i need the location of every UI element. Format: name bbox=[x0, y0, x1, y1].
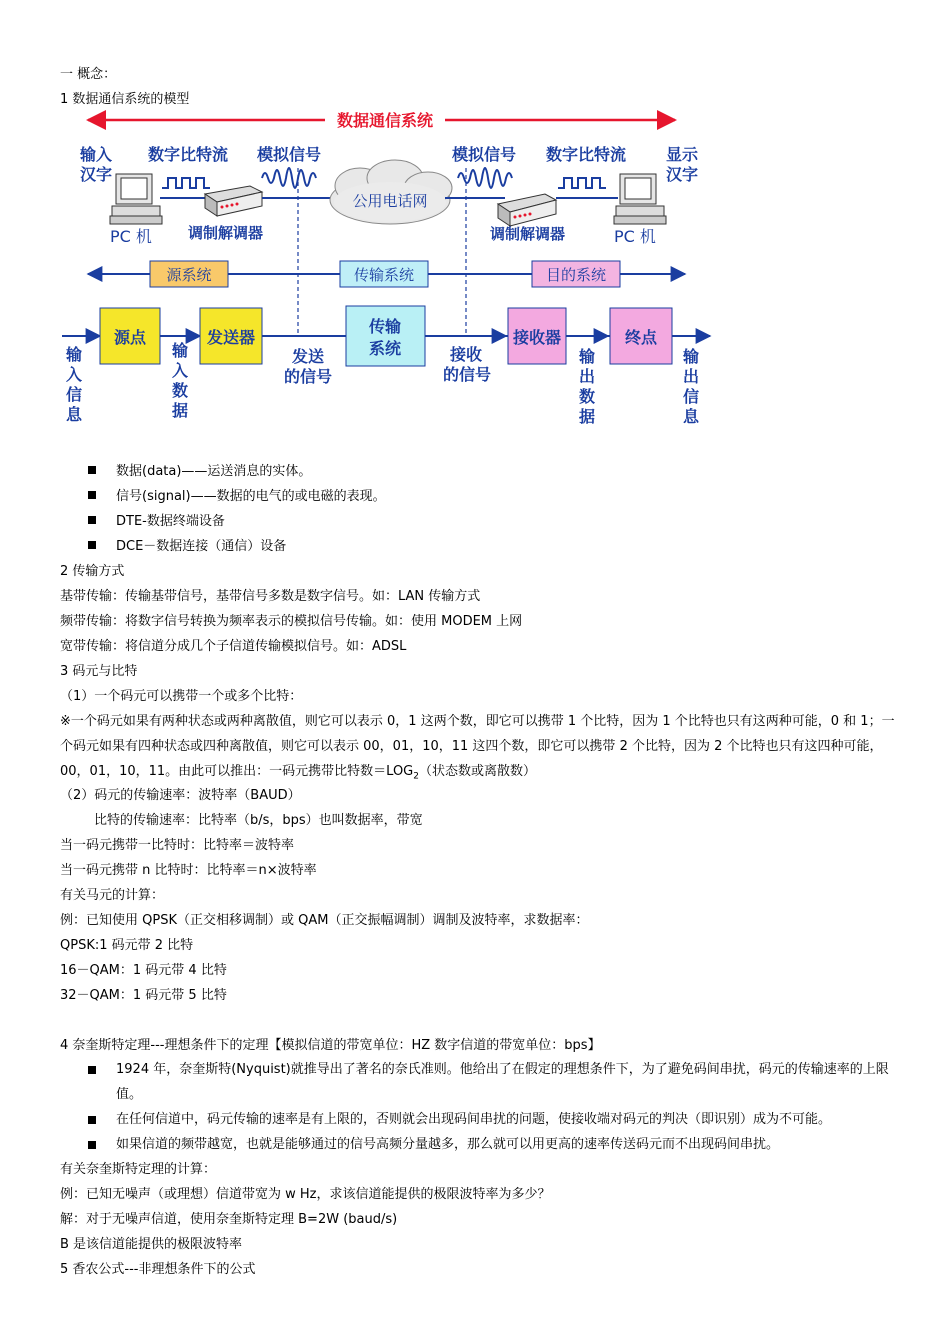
analog-signal-left-label: 模拟信号 bbox=[257, 145, 322, 164]
modem-right-icon bbox=[498, 194, 556, 226]
s3-explanation: ※一个码元如果有两种状态或两种离散值，则它可以表示 0，1 这两个数，即它可以携带 1 个比特，因为 1 个比特也只有这两种可能，0 和 1；一个码元如果有四种状态或四种离散值，则它可以表示 00，01，10，11 这四个数，即它可以携带 2 个比特，因为 2 个比特也只有这四种可能，00，01，10，11。由此可以推出：一码元携带比特数$=LOG_2$（状态数或离散数） bbox=[60, 714, 895, 782]
broadband-line: 宽带传输：将信道分成几个子信道传输模拟信号。如：ADSL bbox=[60, 639, 407, 654]
output-data-char-1: 输 bbox=[579, 347, 596, 366]
output-data-char-3: 数 bbox=[579, 387, 596, 406]
s3-line: 当一码元携带一比特时：比特率＝波特率 bbox=[60, 838, 295, 853]
pc-right-label: PC 机 bbox=[614, 227, 656, 246]
heading-concepts: 一 概念： bbox=[60, 67, 117, 82]
section1-title: 1 数据通信系统的模型 bbox=[60, 92, 190, 107]
input-info-char-2: 入 bbox=[66, 365, 83, 384]
s3-point1: （1）一个码元可以携带一个或多个比特： bbox=[60, 689, 303, 704]
input-info-char-3: 信 bbox=[66, 385, 83, 404]
block-transmission-label-2: 系统 bbox=[368, 339, 402, 358]
transmission-system-label: 传输系统 bbox=[353, 266, 415, 284]
block-receiver-label: 接收器 bbox=[512, 328, 562, 347]
bullet-item: DCE－数据连接（通信）设备 bbox=[88, 538, 286, 556]
section5-title: 5 香农公式---非理想条件下的公式 bbox=[60, 1262, 256, 1277]
section3-title: 3 码元与比特 bbox=[60, 664, 138, 679]
received-signal-label-1: 接收 bbox=[450, 345, 483, 364]
bitstream-left-icon bbox=[162, 178, 210, 188]
modem-left-label: 调制解调器 bbox=[188, 224, 264, 242]
pc-left-label: PC 机 bbox=[110, 227, 152, 246]
input-data-char-3: 数 bbox=[172, 381, 189, 400]
digital-bitstream-left-label: 数字比特流 bbox=[148, 145, 229, 164]
bullet-square-icon bbox=[88, 1066, 96, 1074]
bullet-square-icon bbox=[88, 491, 96, 499]
bullet-item: 数据(data)——运送消息的实体。 bbox=[88, 463, 311, 481]
bullet-item: 1924 年，奈奎斯特(Nyquist)就推导出了著名的奈氏准则。他给出了在假定的理想条件下，为了避免码间串扰，码元的传输速率的上限值。 bbox=[88, 1057, 896, 1107]
modem-left-icon bbox=[205, 186, 262, 216]
analog-signal-right-label: 模拟信号 bbox=[452, 145, 517, 164]
s3-line: （2）码元的传输速率：波特率（BAUD） bbox=[60, 788, 301, 803]
sent-signal-label-1: 发送 bbox=[292, 347, 325, 366]
output-data-char-2: 出 bbox=[579, 367, 596, 386]
output-data-char-4: 据 bbox=[579, 407, 596, 426]
block-sender-label: 发送器 bbox=[206, 328, 256, 347]
block-transmission-label-1: 传输 bbox=[368, 317, 402, 336]
s3-line: 32－QAM：1 码元带 5 比特 bbox=[60, 988, 227, 1003]
s4-line: 例：已知无噪声（或理想）信道带宽为 w Hz，求该信道能提供的极限波特率为多少？ bbox=[60, 1187, 551, 1202]
bullet-square-icon bbox=[88, 1141, 96, 1149]
bullet-item: DTE-数据终端设备 bbox=[88, 513, 225, 531]
output-info-char-1: 输 bbox=[683, 347, 700, 366]
bullet-square-icon bbox=[88, 541, 96, 549]
s4-line: 解：对于无噪声信道，使用奈奎斯特定理 B=2W (baud/s) bbox=[60, 1212, 398, 1227]
bullet-item: 如果信道的频带越宽，也就是能够通过的信号高频分量越多，那么就可以用更高的速率传送码元而不出现码间串扰。 bbox=[88, 1132, 896, 1157]
display-chinese-label-2: 汉字 bbox=[666, 165, 699, 184]
sent-signal-label-2: 的信号 bbox=[284, 367, 333, 386]
s3-line: 例：已知使用 QPSK（正交相移调制）或 QAM（正交振幅调制）调制及波特率，求数据率： bbox=[60, 913, 589, 928]
pc-left-icon bbox=[110, 174, 162, 224]
input-chinese-label-2: 汉字 bbox=[80, 165, 113, 184]
bullet-square-icon bbox=[88, 466, 96, 474]
data-communication-diagram bbox=[0, 108, 950, 438]
bullet-square-icon bbox=[88, 516, 96, 524]
s3-line: 当一码元携带 n 比特时：比特率＝n×波特率 bbox=[60, 863, 317, 878]
display-chinese-label-1: 显示 bbox=[666, 145, 699, 164]
cloud-label: 公用电话网 bbox=[352, 192, 428, 210]
s4-line: 有关奈奎斯特定理的计算： bbox=[60, 1162, 217, 1177]
section2-title: 2 传输方式 bbox=[60, 564, 125, 579]
baseband-line: 基带传输：传输基带信号，基带信号多数是数字信号。如：LAN 传输方式 bbox=[60, 589, 481, 604]
bullet-item: 在任何信道中，码元传输的速率是有上限的，否则就会出现码间串扰的问题，使接收端对码元的判决（即识别）成为不可能。 bbox=[88, 1107, 896, 1132]
block-source-label: 源点 bbox=[113, 328, 147, 347]
output-info-char-4: 息 bbox=[683, 407, 700, 426]
modem-right-label: 调制解调器 bbox=[490, 225, 566, 243]
output-info-char-2: 出 bbox=[683, 367, 700, 386]
input-data-char-1: 输 bbox=[172, 341, 189, 360]
received-signal-label-2: 的信号 bbox=[443, 365, 492, 384]
input-info-char-4: 息 bbox=[66, 405, 83, 424]
block-destination-label: 终点 bbox=[624, 328, 658, 347]
s4-line: B 是该信道能提供的极限波特率 bbox=[60, 1237, 243, 1252]
s3-line: 比特的传输速率：比特率（b/s，bps）也叫数据率，带宽 bbox=[94, 813, 423, 828]
input-data-char-4: 据 bbox=[172, 401, 189, 420]
pc-right-icon bbox=[614, 174, 666, 224]
s3-line: 16－QAM：1 码元带 4 比特 bbox=[60, 963, 227, 978]
s3-line: QPSK:1 码元带 2 比特 bbox=[60, 938, 194, 953]
system-title: 数据通信系统 bbox=[336, 111, 434, 130]
bullet-square-icon bbox=[88, 1116, 96, 1124]
section4-title: 4 奈奎斯特定理---理想条件下的定理【模拟信道的带宽单位：HZ 数字信道的带宽单位：bps】 bbox=[60, 1038, 601, 1053]
analog-wave-left-icon bbox=[262, 168, 316, 188]
output-info-char-3: 信 bbox=[683, 387, 700, 406]
source-system-label: 源系统 bbox=[166, 266, 212, 284]
input-data-char-2: 入 bbox=[172, 361, 189, 380]
s3-line: 有关马元的计算： bbox=[60, 888, 165, 903]
digital-bitstream-right-label: 数字比特流 bbox=[546, 145, 627, 164]
input-info-char-1: 输 bbox=[66, 345, 83, 364]
destination-system-label: 目的系统 bbox=[545, 266, 607, 284]
frequency-band-line: 频带传输：将数字信号转换为频率表示的模拟信号传输。如：使用 MODEM 上网 bbox=[60, 614, 523, 629]
bitstream-right-icon bbox=[558, 178, 606, 188]
bullet-item: 信号(signal)——数据的电气的或电磁的表现。 bbox=[88, 488, 386, 506]
input-chinese-label-1: 输入 bbox=[80, 145, 113, 164]
